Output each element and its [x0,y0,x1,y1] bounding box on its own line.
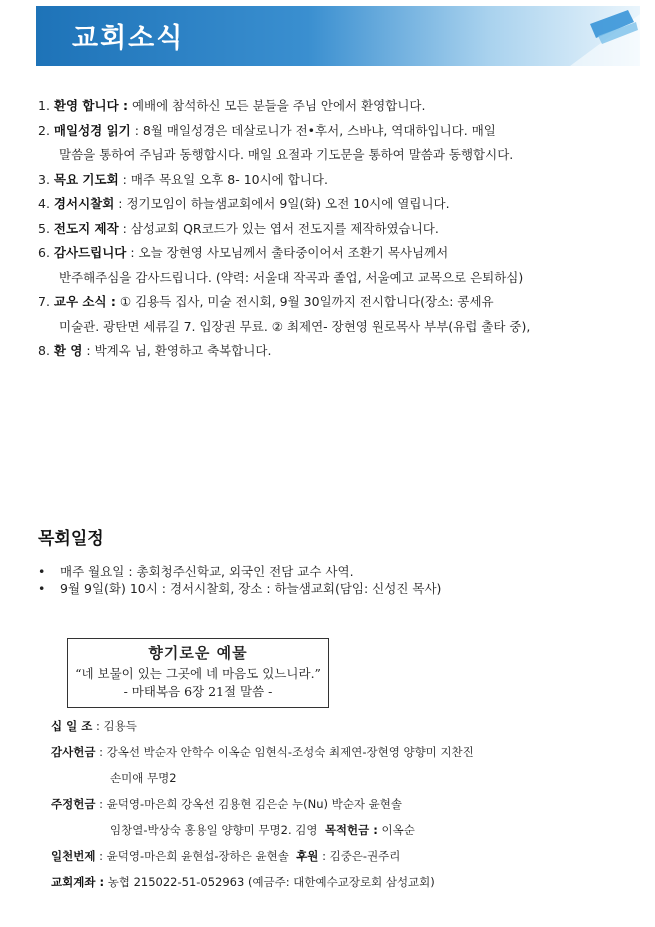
news-label: 감사드립니다 [53,245,127,260]
account-row: 교회계좌 : 농협 215022-51-052963 (예금주: 대한예수교장로회 삼성교회) [51,875,435,889]
news-item: 3. 목요 기도회 : 매주 목요일 오후 8- 10시에 합니다. [38,171,328,187]
bullet-icon: • [38,581,46,596]
thanks-row-cont: 손미애 무명2 [110,771,177,785]
bullet-icon: • [38,564,46,579]
news-item: 2. 매일성경 읽기 : 8월 매일성경은 데살로니가 전•후서, 스바냐, 역대하입니다. 매일 [38,122,496,138]
news-label: 경서시찰회 [53,196,115,211]
schedule-list [38,563,441,597]
news-item: 6. 감사드립니다 : 오늘 장현영 사모님께서 출타중이어서 조환기 목사님께서 [38,245,449,260]
news-label: 환영 합니다 : [53,98,128,113]
news-item-cont: 말씀을 통하여 주님과 동행합시다. 매일 요절과 기도문을 통하여 말씀과 동행합시다. [59,147,514,162]
schedule-item: • 매주 월요일 : 총회청주신학교, 외국인 전담 교수 사역. [38,564,354,579]
news-label: 환 영 [53,343,83,358]
offering-box-reference: - 마태복음 6장 21절 말씀 - [123,684,273,699]
news-label: 전도지 제작 [53,220,119,236]
news-list [38,94,638,364]
daily-row: 일천번제 : 윤덕영-마은희 윤현섭-장하은 윤현솔 후원 : 김중은-권주리 [51,849,401,863]
offering-box-title: 향기로운 예물 [148,644,248,662]
offering-list [51,713,641,895]
thanks-row: 감사헌금 : 강옥선 박순자 안학수 이옥순 임현식-조성숙 최제연-장현영 양향미 지찬진 [51,745,474,759]
tithe-row: 십 일 조 : 김용득 [51,719,137,733]
news-item: 7. 교우 소식 : ① 김용득 집사, 미술 전시회, 9월 30일까지 전시합니다(장소: 콩세유 [38,294,494,309]
news-item-cont: 반주해주심을 감사드립니다. (약력: 서울대 작곡과 졸업, 서울예고 교목으로 은퇴하심) [59,269,524,285]
news-label: 매일성경 읽기 [53,122,131,138]
schedule-item: • 9월 9일(화) 10시 : 경서시찰회, 장소 : 하늘샘교회(담임: 신성진 목사) [38,581,442,596]
weekly-row: 주정헌금 : 윤덕영-마은희 강옥선 김용현 김은순 누(Nu) 박순자 윤현솔 [51,797,402,811]
news-item: 8. 환 영 : 박계옥 님, 환영하고 축복합니다. [38,343,272,358]
weekly-row-cont: 임창열-박상숙 홍용일 양향미 무명2. 김영 목적헌금 : 이옥순 [110,823,415,837]
banner [36,6,640,66]
news-label: 목요 기도회 [53,171,119,187]
offering-box [67,638,329,708]
news-label: 교우 소식 : [53,294,116,309]
news-item: 4. 경서시찰회 : 정기모임이 하늘샘교회에서 9일(화) 오전 10시에 열립니다. [38,196,450,211]
news-item: 5. 전도지 제작 : 삼성교회 QR코드가 있는 엽서 전도지를 제작하였습니다. [38,220,439,236]
offering-box-quote: “네 보물이 있는 그곳에 네 마음도 있느니라.” [75,666,321,681]
news-item-cont: 미술관. 광탄면 세류길 7. 입장권 무료. ② 최제연- 장현영 원로목사 부부(유럽 출타 중), [59,318,531,334]
banner-title: 교회소식 [72,23,185,54]
news-item: 1. 환영 합니다 : 예배에 참석하신 모든 분들을 주님 안에서 환영합니다. [38,98,426,113]
schedule-title: 목회일정 [38,529,104,549]
banner-decoration [550,6,640,66]
